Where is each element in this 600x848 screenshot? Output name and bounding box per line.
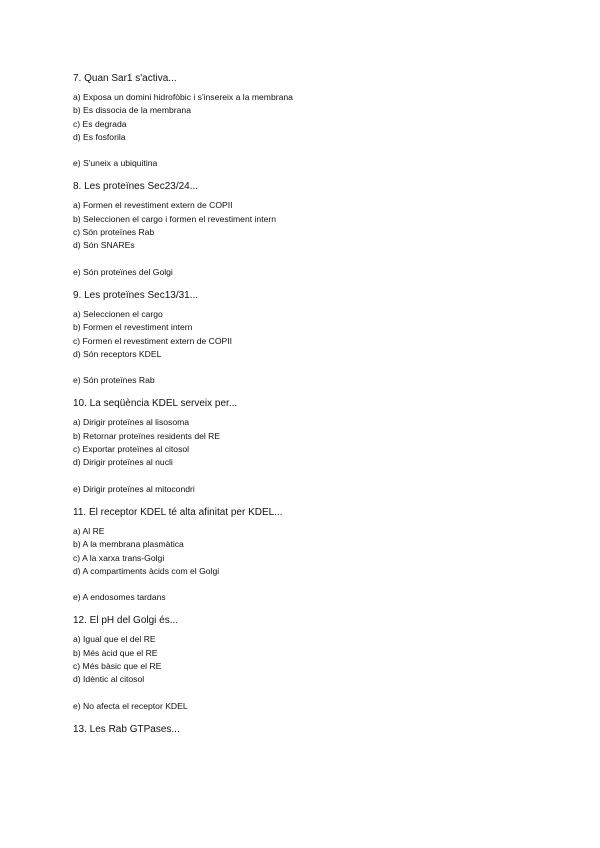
option-b: b) Retornar proteïnes residents del RE <box>73 430 221 441</box>
option-b: b) Formen el revestiment intern <box>73 322 193 333</box>
question-title: 12. El pH del Golgi és... <box>73 615 179 627</box>
option-d: d) Són SNAREs <box>73 240 135 251</box>
option-e: e) S'uneix a ubiquitina <box>73 158 158 169</box>
option-e: e) Són proteïnes Rab <box>73 375 155 386</box>
question-7 <box>73 72 553 170</box>
option-a: a) Al RE <box>73 525 105 536</box>
option-c: c) Més bàsic que el RE <box>73 661 162 672</box>
option-a: a) Dirigir proteïnes al lisosoma <box>73 417 190 428</box>
option-a: a) Formen el revestiment extern de COPII <box>73 200 233 211</box>
option-c: c) Exportar proteïnes al citosol <box>73 444 190 455</box>
option-d: d) Són receptors KDEL <box>73 348 162 359</box>
question-title: 11. El receptor KDEL té alta afinitat per KDEL... <box>73 506 283 518</box>
question-title: 8. Les proteïnes Sec23/24... <box>73 181 199 193</box>
question-9 <box>73 289 553 387</box>
question-title: 7. Quan Sar1 s'activa... <box>73 73 177 84</box>
question-10 <box>73 397 553 495</box>
option-d: d) Idèntic al citosol <box>73 674 145 685</box>
option-d: d) A compartiments àcids com el Golgi <box>73 565 220 576</box>
option-b: b) Seleccionen el cargo i formen el revestiment intern <box>73 213 277 224</box>
option-d: d) Es fosforila <box>73 131 126 142</box>
option-c: c) A la xarxa trans-Golgi <box>73 552 165 563</box>
option-e: e) Dirigir proteïnes al mitocondri <box>73 483 195 494</box>
option-b: b) A la membrana plasmàtica <box>73 539 184 550</box>
option-c: c) Són proteïnes Rab <box>73 227 155 238</box>
question-title: 10. La seqüència KDEL serveix per... <box>73 398 238 410</box>
question-12 <box>73 614 553 712</box>
option-d: d) Dirigir proteïnes al nucli <box>73 457 173 468</box>
option-a: a) Exposa un domini hidrofòbic i s'insereix a la membrana <box>73 92 293 102</box>
question-11 <box>73 506 553 604</box>
question-13-title: 13. Les Rab GTPases... <box>73 723 180 735</box>
option-b: b) Es dissocia de la membrana <box>73 105 191 116</box>
question-8 <box>73 180 553 278</box>
document-page <box>73 72 553 736</box>
option-e: e) A endosomes tardans <box>73 592 166 603</box>
question-title: 9. Les proteïnes Sec13/31... <box>73 289 199 301</box>
option-b: b) Més àcid que el RE <box>73 647 158 658</box>
option-a: a) Igual que el del RE <box>73 634 156 645</box>
option-e: e) No afecta el receptor KDEL <box>73 700 188 711</box>
option-c: c) Formen el revestiment extern de COPII <box>73 335 233 346</box>
option-c: c) Es degrada <box>73 118 127 129</box>
option-a: a) Seleccionen el cargo <box>73 308 163 319</box>
option-e: e) Són proteïnes del Golgi <box>73 266 173 277</box>
